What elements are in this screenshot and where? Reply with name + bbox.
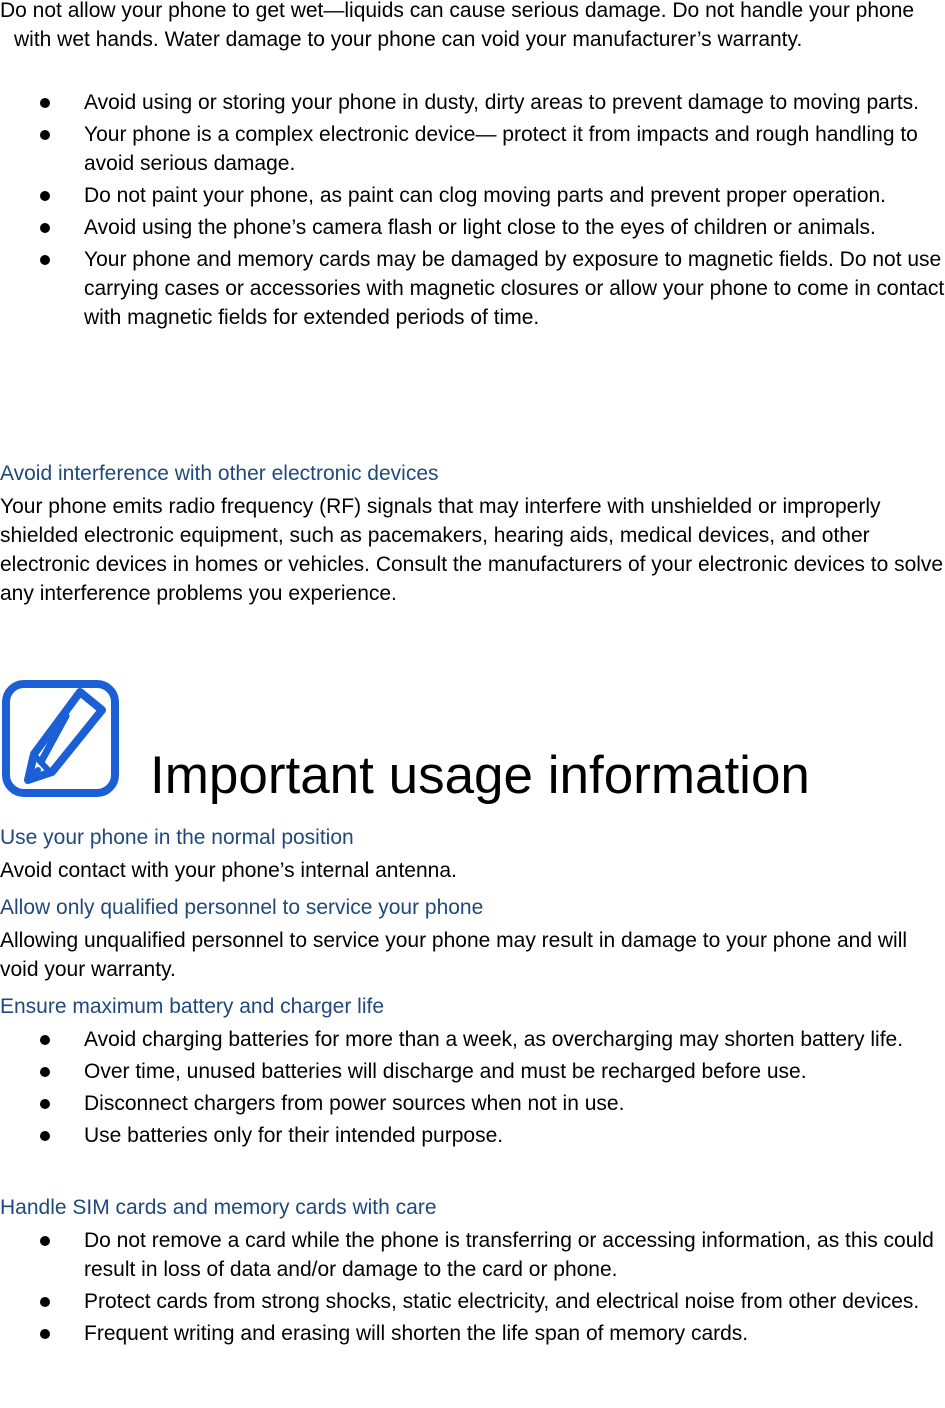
intro-paragraph: Do not allow your phone to get wet—liquids can cause serious damage. Do not handle your phone with wet hands. Water damage to your phone can void your manufacturer’s warranty.	[0, 0, 915, 51]
intro-block	[0, 0, 945, 54]
bullet-dot-icon	[40, 191, 50, 201]
qualified-personnel-paragraph: Allowing unqualified personnel to service your phone may result in damage to your phone and will void your warranty.	[0, 929, 908, 981]
battery-block	[0, 993, 945, 1153]
bullet-text: Avoid charging batteries for more than a week, as overcharging may shorten battery life.	[84, 1028, 904, 1051]
interference-heading: Avoid interference with other electronic devices	[0, 462, 439, 485]
cards-heading: Handle SIM cards and memory cards with care	[0, 1196, 437, 1219]
bullet-text: Avoid using the phone’s camera flash or light close to the eyes of children or animals.	[84, 216, 876, 239]
bullet-dot-icon	[40, 255, 50, 265]
qualified-personnel-block	[0, 894, 945, 984]
bullet-text: Disconnect chargers from power sources when not in use.	[84, 1092, 625, 1115]
bullet-item	[0, 1121, 945, 1150]
bullet-text: Use batteries only for their intended purpose.	[84, 1124, 504, 1147]
interference-paragraph: Your phone emits radio frequency (RF) signals that may interfere with unshielded or improperly shielded electronic equipment, such as pacemakers, hearing aids, medical devices, and other electronic devices in homes or vehicles. Consult the manufacturers of your electronic devices to solve any interference problems you experience.	[0, 495, 944, 605]
bullet-item	[0, 245, 945, 332]
bullet-dot-icon	[40, 1236, 50, 1246]
bullet-item	[0, 1025, 945, 1054]
battery-bullet-list	[0, 1025, 945, 1150]
normal-position-heading: Use your phone in the normal position	[0, 826, 354, 849]
bullet-item	[0, 213, 945, 242]
bullet-item	[0, 1319, 945, 1348]
qualified-personnel-heading: Allow only qualified personnel to service your phone	[0, 896, 484, 919]
bullet-item	[0, 1287, 945, 1316]
bullet-dot-icon	[40, 1329, 50, 1339]
bullet-item	[0, 181, 945, 210]
cards-block	[0, 1194, 945, 1351]
interference-block	[0, 460, 945, 608]
bullet-dot-icon	[40, 98, 50, 108]
pen-note-icon	[2, 680, 119, 797]
bullet-text: Do not remove a card while the phone is transferring or accessing information, as this could result in loss of data and/or damage to the card or phone.	[84, 1229, 934, 1281]
bullet-dot-icon	[40, 1099, 50, 1109]
intro-bullets-block	[0, 88, 945, 335]
battery-heading: Ensure maximum battery and charger life	[0, 995, 384, 1018]
bullet-text: Your phone and memory cards may be damaged by exposure to magnetic fields. Do not use carrying cases or accessories with magnetic closures or allow your phone to come in contact with magnetic fields for extended periods of time.	[84, 248, 945, 329]
bullet-dot-icon	[40, 1131, 50, 1141]
section-header	[0, 678, 945, 808]
section-title: Important usage information	[150, 746, 810, 805]
bullet-dot-icon	[40, 1035, 50, 1045]
bullet-item	[0, 88, 945, 117]
intro-bullet-list	[0, 88, 945, 332]
bullet-item	[0, 1089, 945, 1118]
bullet-dot-icon	[40, 1067, 50, 1077]
bullet-text: Your phone is a complex electronic device— protect it from impacts and rough handling to avoid serious damage.	[84, 123, 918, 175]
bullet-item	[0, 1057, 945, 1086]
bullet-text: Protect cards from strong shocks, static electricity, and electrical noise from other devices.	[84, 1290, 920, 1313]
bullet-text: Do not paint your phone, as paint can clog moving parts and prevent proper operation.	[84, 184, 887, 207]
normal-position-paragraph: Avoid contact with your phone’s internal antenna.	[0, 859, 457, 882]
bullet-text: Frequent writing and erasing will shorten the life span of memory cards.	[84, 1322, 749, 1345]
bullet-dot-icon	[40, 1297, 50, 1307]
bullet-text: Avoid using or storing your phone in dusty, dirty areas to prevent damage to moving parts.	[84, 91, 920, 114]
bullet-item	[0, 1226, 945, 1284]
normal-position-block	[0, 824, 945, 885]
bullet-text: Over time, unused batteries will discharge and must be recharged before use.	[84, 1060, 807, 1083]
bullet-item	[0, 120, 945, 178]
cards-bullet-list	[0, 1226, 945, 1348]
bullet-dot-icon	[40, 223, 50, 233]
bullet-dot-icon	[40, 130, 50, 140]
